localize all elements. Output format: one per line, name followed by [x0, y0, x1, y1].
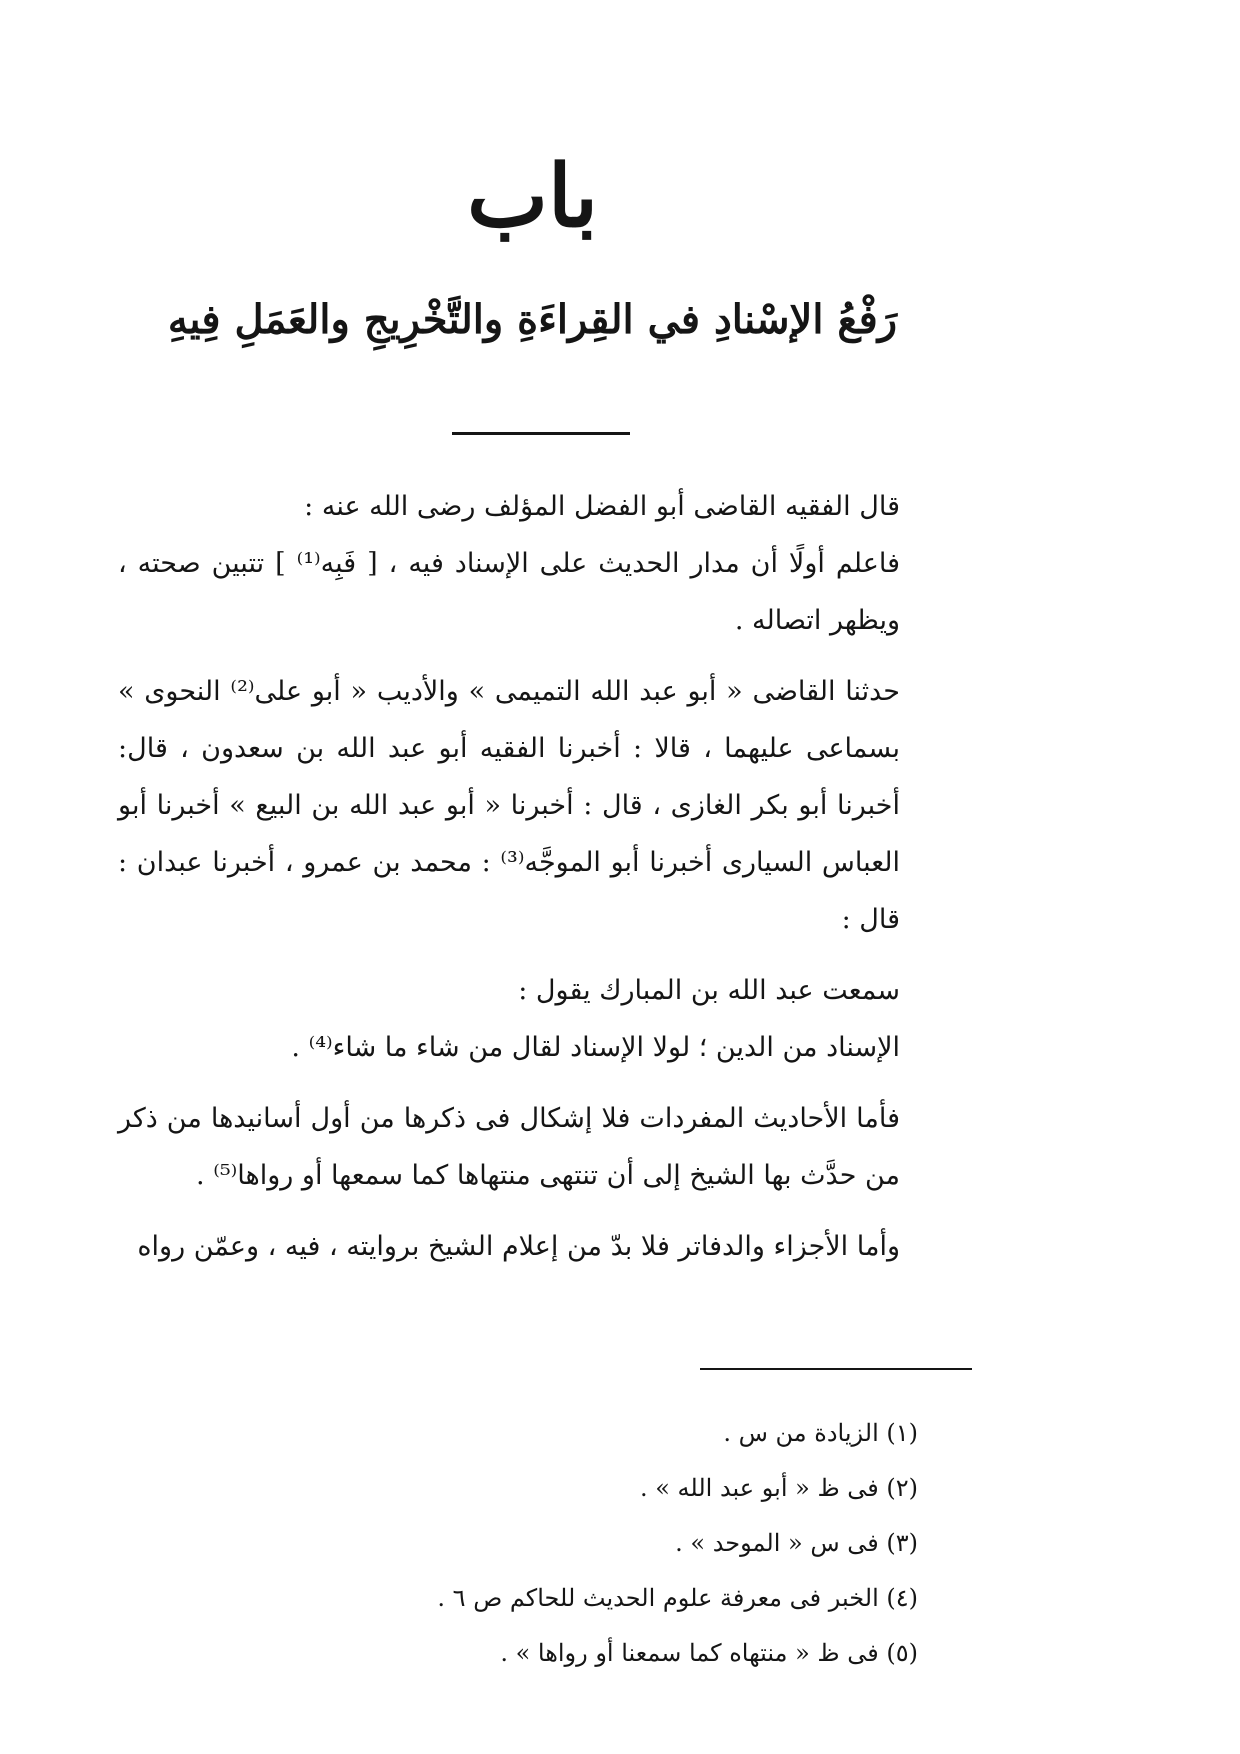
footnotes	[300, 1406, 918, 1681]
paragraph-chain-of-narration: حدثنا القاضى « أبو عبد الله التميمى » والأديب « أبو على⁽²⁾ النحوى » بسماعى عليهما ، قالا : أخبرنا الفقيه أبو عبد الله بن سعدون ، قال: أخبرنا أبو بكر الغازى ، قال : أخبرنا « أبو عبد الله بن البيع » أخبرنا أبو العباس السيارى أخبرنا أبو الموجَّه⁽³⁾ : محمد بن عمرو ، أخبرنا عبدان : قال :	[118, 676, 901, 935]
chapter-title: رَفْعُ الإسْنادِ في القِراءَةِ والتَّخْرِيجِ والعَمَلِ فِيهِ	[167, 296, 898, 343]
paragraph-isnad-importance: فاعلم أولًا أن مدار الحديث على الإسناد فيه ، [ فَبِه⁽¹⁾ ] تتبين صحته ، ويظهر اتصاله .	[118, 548, 900, 636]
chapter-heading: باب	[466, 146, 599, 247]
main-text	[118, 478, 962, 1275]
paragraph-author-intro: قال الفقيه القاضى أبو الفضل المؤلف رضى الله عنه :	[304, 491, 900, 522]
paragraph-single-hadiths: فأما الأحاديث المفردات فلا إشكال فى ذكرها من أول أسانيدها من ذكر من حدَّث بها الشيخ إلى أن تنتهى منتهاها كما سمعها أو رواها⁽⁵⁾ .	[118, 1103, 901, 1191]
footnote-3: (٣) فى س « الموحد » .	[675, 1529, 918, 1557]
footnote-2: (٢) فى ظ « أبو عبد الله » .	[639, 1474, 918, 1502]
footnote-4: (٤) الخبر فى معرفة علوم الحديث للحاكم ص ٦ .	[437, 1584, 918, 1612]
footnote-1: (١) الزيادة من س .	[723, 1419, 918, 1447]
paragraph-booklets: وأما الأجزاء والدفاتر فلا بدّ من إعلام الشيخ بروايته ، فيه ، وعمّن رواه	[137, 1231, 900, 1262]
paragraph-ibn-mubarak-quote: الإسناد من الدين ؛ لولا الإسناد لقال من شاء ما شاء⁽⁴⁾ .	[291, 1032, 900, 1063]
paragraph-ibn-mubarak-intro: سمعت عبد الله بن المبارك يقول :	[518, 975, 900, 1006]
footnote-5: (٥) فى ظ « منتهاه كما سمعنا أو رواها » .	[500, 1639, 918, 1667]
footnote-divider	[700, 1368, 972, 1370]
title-divider	[452, 432, 630, 435]
